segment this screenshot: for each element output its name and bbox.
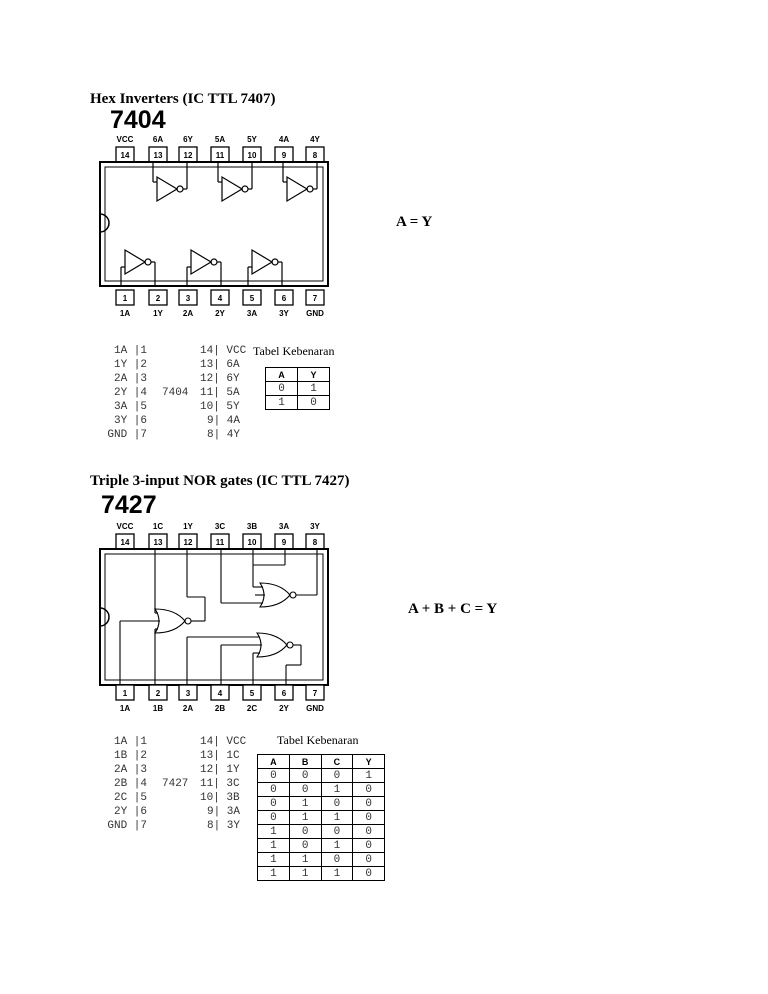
bottom-pin-label: 2C (246, 704, 258, 713)
top-pin-number: 12 (183, 538, 193, 547)
top-pin-label: 6Y (183, 135, 193, 144)
pinout-row (100, 372, 250, 386)
bottom-pins (116, 685, 324, 700)
section1-heading: Hex Inverters (IC TTL 7407) (90, 91, 276, 107)
truth-table-cell: 0 (353, 839, 385, 853)
bottom-pin (243, 290, 261, 305)
pinout-left: 2A |3 (113, 764, 147, 776)
pinout-left: 2C |5 (113, 792, 147, 804)
top-pin (275, 147, 293, 162)
top-pin-number: 14 (120, 538, 130, 547)
truth-table-cell: 0 (321, 769, 353, 783)
bottom-pin (211, 290, 229, 305)
pinout-left: 1A |1 (113, 736, 147, 748)
bottom-pin-number: 3 (185, 294, 191, 303)
truth-table-cell: 1 (258, 839, 290, 853)
pinout-row (100, 386, 250, 400)
top-pin-number: 9 (281, 151, 287, 160)
pinout-right: 10| 5Y (200, 401, 240, 413)
bottom-pin (211, 685, 229, 700)
truth-table-cell: 1 (258, 867, 290, 881)
bottom-pin-number: 2 (155, 689, 161, 698)
truth-table-row (258, 867, 385, 881)
bottom-pin-number: 2 (155, 294, 161, 303)
truth-table-cell: 0 (353, 853, 385, 867)
bottom-pin-label: 3A (246, 309, 258, 318)
ic-7404-diagram (95, 132, 335, 324)
top-pin-label: 1C (152, 522, 164, 531)
truth-table-cell: 0 (258, 783, 290, 797)
chip-body-inner (105, 167, 323, 281)
bottom-pin (149, 685, 167, 700)
truth-table-row (258, 769, 385, 783)
top-pin-label: VCC (116, 522, 134, 531)
pinout-chip-number: 7427 (162, 778, 189, 790)
top-pin-label: 5Y (247, 135, 257, 144)
top-pin (179, 147, 197, 162)
truth-table-row (258, 853, 385, 867)
pinout-row (100, 358, 250, 372)
bottom-pin-label: 2A (182, 309, 194, 318)
ic-7427-diagram (95, 517, 335, 717)
top-pin-number: 8 (312, 151, 318, 160)
truth-table-cell: 0 (289, 839, 321, 853)
truth-table-cell: 0 (353, 797, 385, 811)
truth-table-cell: 0 (321, 825, 353, 839)
pinout-right: 12| 6Y (200, 373, 240, 385)
bottom-pin-number: 6 (281, 689, 287, 698)
truth-table-cell: 1 (289, 797, 321, 811)
bottom-pin-number: 3 (185, 689, 191, 698)
pinout-row (100, 400, 250, 414)
top-pin-number: 13 (153, 538, 163, 547)
top-pins (116, 147, 324, 162)
section2-heading: Triple 3-input NOR gates (IC TTL 7427) (90, 473, 350, 489)
pinout-row (100, 819, 250, 833)
pinout-left: 2Y |4 (113, 387, 147, 399)
pinout-right: 10| 3B (200, 792, 240, 804)
pinout-row (100, 791, 250, 805)
bottom-pins (116, 290, 324, 305)
truth-table-cell: 1 (266, 396, 298, 410)
bottom-pin (149, 290, 167, 305)
bottom-pin-label: 1A (119, 704, 131, 713)
pinout-right: 14| VCC (200, 345, 247, 357)
inverter-gate-5 (218, 162, 252, 201)
truth-table-cell: 0 (258, 797, 290, 811)
bottom-pin-number: 5 (249, 294, 255, 303)
truth-table-header: Y (298, 368, 330, 382)
pinout-right: 14| VCC (200, 736, 247, 748)
truth-table-header: A (266, 368, 298, 382)
bottom-pin-label: 3Y (279, 309, 289, 318)
truth-table-cell: 0 (289, 825, 321, 839)
chip-number-7404: 7404 (110, 106, 166, 134)
pinout-row (100, 749, 250, 763)
pinout-left: GND |7 (107, 820, 147, 832)
section1-truth-table-caption: Tabel Kebenaran (253, 344, 335, 358)
inverter-gate-4 (283, 162, 317, 201)
pinout-row (100, 414, 250, 428)
bottom-pin-label: GND (306, 704, 324, 713)
top-pin (116, 534, 134, 549)
pinout-left: 3A |5 (113, 401, 147, 413)
bottom-pin-number: 1 (122, 689, 128, 698)
pinout-left: 1Y |2 (113, 359, 147, 371)
top-pin (243, 147, 261, 162)
pinout-row (100, 805, 250, 819)
pinout-chip-number: 7404 (162, 387, 189, 399)
truth-table-header: A (258, 755, 290, 769)
top-pin (211, 147, 229, 162)
section2-truth-table (257, 754, 385, 881)
bottom-pin-label: 2B (214, 704, 226, 713)
bottom-pin-label: GND (306, 309, 324, 318)
top-pin (211, 534, 229, 549)
top-pin-number: 10 (247, 151, 257, 160)
truth-table-cell: 0 (353, 867, 385, 881)
top-pin (306, 534, 324, 549)
pinout-row (100, 428, 250, 442)
truth-table-cell: 0 (258, 811, 290, 825)
truth-table-cell: 0 (298, 396, 330, 410)
section2-equation: A + B + C = Y (408, 601, 498, 617)
truth-table-header: Y (353, 755, 385, 769)
section1-pinout (100, 344, 250, 442)
pinout-right: 11| 3C (200, 778, 240, 790)
pinout-right: 13| 6A (200, 359, 240, 371)
truth-table-row (258, 825, 385, 839)
bottom-pin-label: 1B (152, 704, 164, 713)
truth-table-cell: 1 (289, 811, 321, 825)
chip-body-inner (105, 554, 323, 680)
pinout-row (100, 344, 250, 358)
pinout-left: 3Y |6 (113, 415, 147, 427)
pinout-left: 2B |4 (113, 778, 147, 790)
top-pin (243, 534, 261, 549)
bottom-pin (243, 685, 261, 700)
bottom-pin-number: 7 (312, 294, 318, 303)
section1-equation: A = Y (396, 214, 433, 230)
truth-table-row (258, 797, 385, 811)
top-pin (149, 147, 167, 162)
pinout-left: 2Y |6 (113, 806, 147, 818)
truth-table-cell: 1 (298, 382, 330, 396)
bottom-pin-number: 5 (249, 689, 255, 698)
truth-table-header-row (266, 368, 330, 382)
top-pin-labels (117, 522, 321, 531)
bottom-pin-label: 1A (119, 309, 131, 318)
bottom-pin-number: 7 (312, 689, 318, 698)
top-pin-label: 6A (152, 135, 164, 144)
truth-table-cell: 0 (289, 769, 321, 783)
truth-table-row (258, 811, 385, 825)
top-pin-number: 8 (312, 538, 318, 547)
bottom-pin-label: 2A (182, 704, 194, 713)
truth-table-row (258, 783, 385, 797)
bottom-pin (306, 290, 324, 305)
truth-table-cell: 1 (289, 853, 321, 867)
nor-gate-1 (120, 549, 205, 685)
top-pin-label: 4A (278, 135, 290, 144)
top-pin-label: 1Y (183, 522, 193, 531)
truth-table-row (266, 396, 330, 410)
bottom-pin-number: 4 (217, 689, 223, 698)
bottom-pin (116, 685, 134, 700)
pinout-left: 1B |2 (113, 750, 147, 762)
bottom-pin (179, 685, 197, 700)
section2-pinout (100, 735, 250, 833)
truth-table-cell: 0 (353, 825, 385, 839)
top-pin-number: 11 (215, 538, 225, 547)
truth-table-cell: 1 (258, 825, 290, 839)
pinout-right: 9| 3A (207, 806, 241, 818)
truth-table-row (258, 839, 385, 853)
bottom-pin (116, 290, 134, 305)
top-pin (149, 534, 167, 549)
top-pin-label: 3C (214, 522, 226, 531)
top-pin (116, 147, 134, 162)
truth-table-header: B (289, 755, 321, 769)
pinout-left: 1A |1 (113, 345, 147, 357)
truth-table-header: C (321, 755, 353, 769)
truth-table-cell: 0 (321, 797, 353, 811)
top-pin-label: 3B (246, 522, 258, 531)
inverter-gates (121, 162, 317, 286)
bottom-pin-number: 1 (122, 294, 128, 303)
pinout-row (100, 777, 250, 791)
truth-table-cell: 1 (321, 811, 353, 825)
top-pin-label: 5A (214, 135, 226, 144)
bottom-pin-label: 1Y (153, 309, 163, 318)
nor-gate-2 (187, 633, 301, 685)
top-pin-label: 3Y (310, 522, 320, 531)
top-pin-number: 13 (153, 151, 163, 160)
top-pin-labels (117, 135, 321, 144)
section1-truth-table (265, 367, 330, 410)
truth-table-cell: 0 (353, 783, 385, 797)
top-pins (116, 534, 324, 549)
pinout-right: 13| 1C (200, 750, 240, 762)
bottom-pin-label: 2Y (279, 704, 289, 713)
top-pin-number: 14 (120, 151, 130, 160)
top-pin (306, 147, 324, 162)
bottom-pin-labels (120, 309, 324, 318)
truth-table-cell: 1 (321, 839, 353, 853)
top-pin-number: 9 (281, 538, 287, 547)
truth-table-cell: 1 (258, 853, 290, 867)
pinout-left: GND |7 (107, 429, 147, 441)
top-pin-number: 11 (215, 151, 225, 160)
truth-table-cell: 1 (321, 867, 353, 881)
truth-table-cell: 1 (353, 769, 385, 783)
truth-table-cell: 0 (266, 382, 298, 396)
truth-table-cell: 0 (289, 783, 321, 797)
truth-table-row (266, 382, 330, 396)
bottom-pin-number: 4 (217, 294, 223, 303)
section2-truth-table-caption: Tabel Kebenaran (277, 733, 359, 747)
bottom-pin-label: 2Y (215, 309, 225, 318)
pinout-row (100, 763, 250, 777)
truth-table-cell: 0 (321, 853, 353, 867)
truth-table-cell: 0 (353, 811, 385, 825)
bottom-pin (275, 290, 293, 305)
bottom-pin (275, 685, 293, 700)
inverter-gate-6 (153, 162, 187, 201)
pinout-right: 8| 4Y (207, 429, 241, 441)
pinout-left: 2A |3 (113, 373, 147, 385)
truth-table-cell: 1 (289, 867, 321, 881)
top-pin-label: 3A (278, 522, 290, 531)
pinout-right: 12| 1Y (200, 764, 240, 776)
top-pin-number: 10 (247, 538, 257, 547)
bottom-pin (179, 290, 197, 305)
top-pin (275, 534, 293, 549)
top-pin-number: 12 (183, 151, 193, 160)
pinout-row (100, 735, 250, 749)
pinout-right: 9| 4A (207, 415, 241, 427)
truth-table-cell: 1 (321, 783, 353, 797)
nor-gate-3 (221, 549, 317, 607)
pinout-right: 11| 5A (200, 387, 240, 399)
top-pin (179, 534, 197, 549)
top-pin-label: 4Y (310, 135, 320, 144)
truth-table-header-row (258, 755, 385, 769)
truth-table-cell: 0 (258, 769, 290, 783)
bottom-pin-number: 6 (281, 294, 287, 303)
nor-gates (120, 549, 317, 685)
bottom-pin (306, 685, 324, 700)
pinout-right: 8| 3Y (207, 820, 241, 832)
top-pin-label: VCC (116, 135, 134, 144)
bottom-pin-labels (120, 704, 324, 713)
chip-number-7427: 7427 (101, 491, 157, 519)
